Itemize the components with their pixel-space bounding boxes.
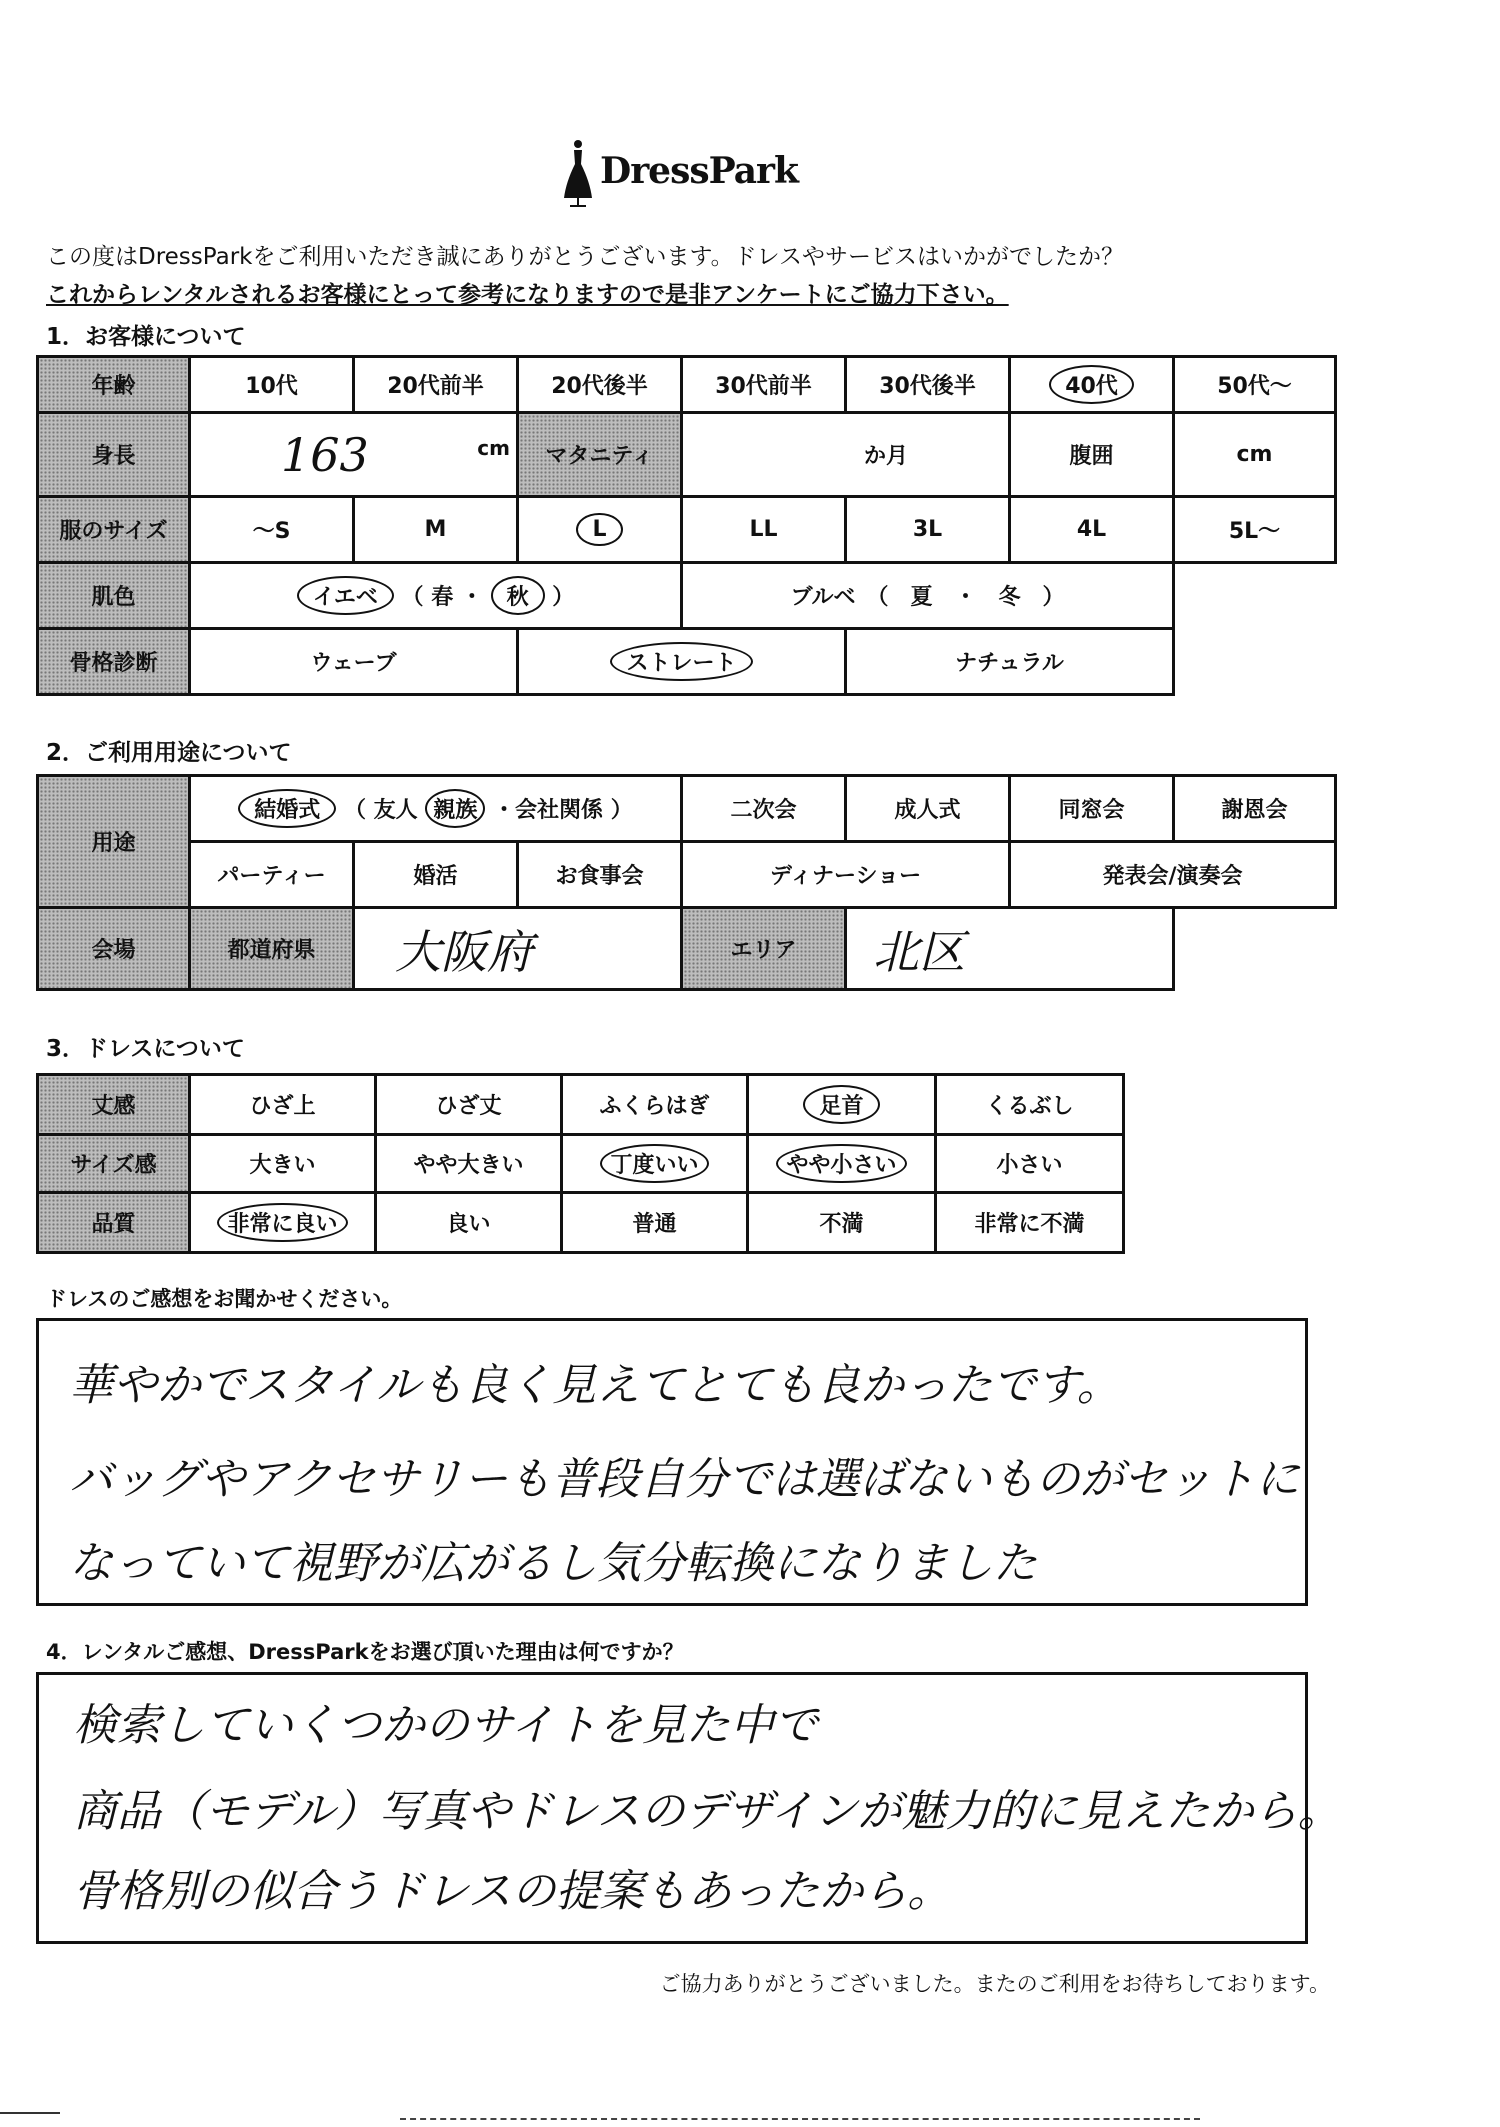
height-field[interactable] [190,413,518,497]
skeleton-natural[interactable]: ナチュラル [846,629,1174,695]
prefecture-label: 都道府県 [190,908,354,990]
area-label: エリア [682,908,846,990]
fit-just-right-circle: 丁度いい [600,1144,708,1183]
wedding-friend: 友人 [373,798,418,823]
usage-recital[interactable]: 発表会/演奏会 [1010,842,1336,908]
size-option-l[interactable] [518,497,682,563]
purpose-label: 用途 [38,776,190,908]
maternity-months-field[interactable]: か月 [682,413,1010,497]
skin-yellow-circle: イエベ [297,576,394,615]
waist-unit[interactable]: cm [1174,413,1336,497]
age-selected-circle: 40代 [1049,365,1134,404]
dress-logo-icon [560,138,596,208]
usage-coming-of-age[interactable]: 成人式 [846,776,1010,842]
area-value: 北区 [873,924,965,979]
skeleton-wave[interactable]: ウェーブ [190,629,518,695]
impressions-line-2: バッグやアクセサリーも普段自分では選ばないものがセットに [69,1454,1300,1505]
length-label: 丈感 [38,1075,190,1135]
quality-very-dissatisfied[interactable]: 非常に不満 [936,1193,1124,1253]
thanks-message: ご協力ありがとうございました。またのご利用をお待ちしております。 [659,1972,1330,1996]
fit-slightly-large[interactable]: やや大きい [376,1135,562,1193]
size-label: 服のサイズ [38,497,190,563]
quality-very-good[interactable] [190,1193,376,1253]
age-label: 年齢 [38,357,190,413]
venue-label: 会場 [38,908,190,990]
size-option-s[interactable]: ～S [190,497,354,563]
size-option-3l[interactable]: 3L [846,497,1010,563]
reason-line-2: 商品（モデル）写真やドレスのデザインが魅力的に見えたから。 [73,1786,1342,1837]
usage-dinner-show[interactable]: ディナーショー [682,842,1010,908]
age-option-early-20s[interactable]: 20代前半 [354,357,518,413]
fit-slightly-small-circle: やや小さい [776,1144,906,1183]
impressions-label: ドレスのご感想をお聞かせください。 [46,1287,403,1311]
usage-konkatsu[interactable]: 婚活 [354,842,518,908]
length-anklebone[interactable]: くるぶし [936,1075,1124,1135]
usage-dinner[interactable]: お食事会 [518,842,682,908]
quality-dissatisfied[interactable]: 不満 [748,1193,936,1253]
reason-line-1: 検索していくつかのサイトを見た中で [73,1700,818,1751]
length-selected-circle: 足首 [803,1085,879,1124]
length-calf[interactable]: ふくらはぎ [562,1075,748,1135]
section3-title: 3．ドレスについて [46,1036,245,1062]
usage-party[interactable]: パーティー [190,842,354,908]
usage-afterparty[interactable]: 二次会 [682,776,846,842]
scan-edge-mark [0,2112,60,2114]
wedding-company: ・会社関係 [493,798,604,823]
skin-dot: ・ [460,585,483,610]
wedding-family-circle: 親族 [425,789,485,828]
logo [560,138,800,208]
size-option-m[interactable]: M [354,497,518,563]
size-selected-circle: L [576,513,622,546]
maternity-label[interactable]: マタニティ [518,413,682,497]
skin-spring: 春 [431,585,454,610]
height-label: 身長 [38,413,190,497]
skin-yellow-option[interactable] [190,563,682,629]
skin-blue-option[interactable]: ブルベ （ 夏 ・ 冬 ） [682,563,1174,629]
waist-label: 腹囲 [1010,413,1174,497]
usage-table [36,774,1337,991]
age-option-50s-plus[interactable]: 50代～ [1174,357,1336,413]
intro-line-2: これからレンタルされるお客様にとって参考になりますので是非アンケートにご協力下さい。 [46,282,1009,308]
reason-line-3: 骨格別の似合うドレスの提案もあったから。 [73,1866,952,1917]
quality-good[interactable]: 良い [376,1193,562,1253]
quality-label: 品質 [38,1193,190,1253]
skin-autumn-circle: 秋 [491,576,545,615]
impressions-box[interactable] [36,1318,1308,1606]
size-option-4l[interactable]: 4L [1010,497,1174,563]
skeleton-straight[interactable] [518,629,846,695]
age-option-40s[interactable] [1010,357,1174,413]
paren-close: ） [610,798,633,823]
skeleton-selected-circle: ストレート [610,642,752,681]
skin-label: 肌色 [38,563,190,629]
section4-title: 4．レンタルご感想、DressParkをお選び頂いた理由は何ですか？ [46,1640,684,1664]
size-option-5l[interactable]: 5L～ [1174,497,1336,563]
area-field[interactable] [846,908,1174,990]
paren-open: （ [401,585,424,610]
section2-title: 2．ご利用用途について [46,740,292,766]
empty-cell [1174,908,1336,990]
reason-box[interactable] [36,1672,1342,1944]
fit-just-right[interactable] [562,1135,748,1193]
customer-table [36,355,1337,696]
skeleton-label: 骨格診断 [38,629,190,695]
dress-table [36,1073,1125,1254]
length-ankle[interactable] [748,1075,936,1135]
fit-small[interactable]: 小さい [936,1135,1124,1193]
impressions-line-3: なっていて視野が広がるし気分転換になりました [69,1538,1037,1589]
paren-open: （ [343,798,366,823]
logo-text: DressPark [600,150,798,192]
intro-line-1: この度はDressParkをご利用いただき誠にありがとうございます。ドレスやサービスはいかがでしたか？ [46,244,1124,270]
age-option-10s[interactable]: 10代 [190,357,354,413]
age-option-early-30s[interactable]: 30代前半 [682,357,846,413]
empty-cell [1174,563,1336,629]
age-option-late-30s[interactable]: 30代後半 [846,357,1010,413]
empty-cell [1174,629,1336,695]
quality-selected-circle: 非常に良い [217,1203,347,1242]
footer-line [400,2118,1200,2122]
height-unit: cm [477,436,510,460]
wedding-option[interactable] [190,776,682,842]
usage-reunion[interactable]: 同窓会 [1010,776,1174,842]
fit-label: サイズ感 [38,1135,190,1193]
size-option-ll[interactable]: LL [682,497,846,563]
paren-close: ） [552,585,575,610]
quality-normal[interactable]: 普通 [562,1193,748,1253]
usage-thanks-party[interactable]: 謝恩会 [1174,776,1336,842]
fit-large[interactable]: 大きい [190,1135,376,1193]
wedding-circle: 結婚式 [238,789,336,828]
height-value: 163 [281,427,369,482]
prefecture-value: 大阪府 [395,924,533,979]
section1-title: 1．お客様について [46,324,246,350]
prefecture-field[interactable] [354,908,682,990]
age-option-late-20s[interactable]: 20代後半 [518,357,682,413]
fit-slightly-small[interactable] [748,1135,936,1193]
length-above-knee[interactable]: ひざ上 [190,1075,376,1135]
length-knee[interactable]: ひざ丈 [376,1075,562,1135]
impressions-line-1: 華やかでスタイルも良く見えてとても良かったです。 [69,1360,1121,1411]
